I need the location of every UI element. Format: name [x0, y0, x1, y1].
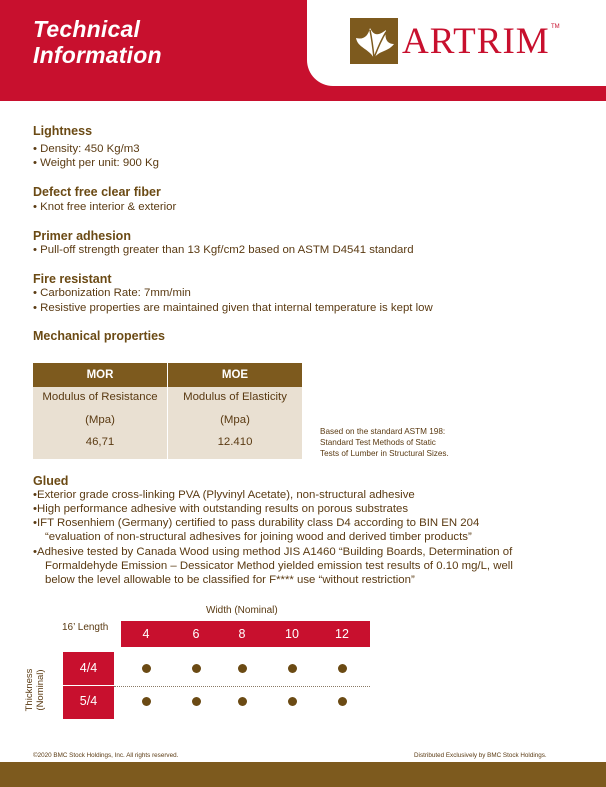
list-item-continuation: Formaldehyde Emission – Dessicator Method yielded emission test results of 0.10 mg/L, well	[45, 560, 513, 572]
list-item: • Density: 450 Kg/m3	[33, 143, 140, 155]
table-cell-text: (Mpa)	[220, 414, 250, 426]
footer-bar	[0, 762, 606, 787]
thickness-label-line1: Thickness	[24, 668, 35, 712]
footnote-line: Based on the standard ASTM 198:	[320, 427, 446, 436]
footer-distributed: Distributed Exclusively by BMC Stock Holdings.	[414, 752, 547, 759]
table-cell-value: 46,71	[85, 436, 115, 448]
table-cell-text: Modulus of Elasticity	[183, 391, 287, 403]
length-label: 16’ Length	[62, 622, 109, 633]
brand-logo-text: ARTRIM	[402, 21, 550, 62]
footnote-line: Standard Test Methods of Static	[320, 438, 436, 447]
table-header-moe: MOE	[168, 363, 302, 387]
page-title-line2: Information	[33, 42, 162, 68]
thickness-axis-label	[18, 662, 58, 718]
list-item: •High performance adhesive with outstanding results on porous substrates	[33, 503, 409, 515]
availability-dot	[238, 697, 247, 706]
list-item: •Adhesive tested by Canada Wood using method JIS A1460 “Building Boards, Determination of	[33, 546, 513, 558]
section-title-glued: Glued	[33, 474, 69, 488]
section-title-lightness: Lightness	[33, 124, 93, 138]
width-value: 12	[335, 627, 349, 641]
footnote-line: Tests of Lumber in Structural Sizes.	[320, 449, 449, 458]
list-item: •Exterior grade cross-linking PVA (Plyvinyl Acetate), non-structural adhesive	[33, 489, 415, 501]
section-title-fire: Fire resistant	[33, 272, 112, 286]
table-footnote	[320, 426, 449, 459]
list-item: • Weight per unit: 900 Kg	[33, 157, 159, 169]
availability-dot	[338, 664, 347, 673]
availability-dot	[288, 697, 297, 706]
thickness-divider	[63, 685, 114, 686]
thickness-value: 5/4	[79, 694, 98, 708]
section-title-mechanical: Mechanical properties	[33, 329, 165, 343]
page-title	[33, 16, 162, 68]
page-title-line1: Technical	[33, 16, 141, 42]
list-item: • Resistive properties are maintained given that internal temperature is kept low	[33, 302, 433, 314]
availability-dot	[142, 697, 151, 706]
artrim-leaf-logo-icon	[350, 18, 398, 64]
table-header-mor: MOR	[33, 363, 167, 387]
trademark-mark: TM	[551, 24, 560, 30]
list-item-continuation: below the level allowable to be classified for F**** use “without restriction”	[45, 574, 415, 586]
availability-dot	[192, 697, 201, 706]
availability-dot	[288, 664, 297, 673]
availability-dot	[238, 664, 247, 673]
width-value: 10	[285, 627, 299, 641]
thickness-label-line2: (Nominal)	[35, 669, 46, 711]
width-value: 6	[192, 627, 200, 641]
availability-dot	[192, 664, 201, 673]
table-cell-text: Modulus of Resistance	[42, 391, 158, 403]
width-value: 8	[238, 627, 246, 641]
list-item: • Carbonization Rate: 7mm/min	[33, 287, 191, 299]
grid-row-divider	[114, 686, 370, 687]
width-axis-label: Width (Nominal)	[206, 605, 278, 616]
footer-copyright: ©2020 BMC Stock Holdings, Inc. All rights reserved.	[33, 752, 179, 759]
thickness-value: 4/4	[79, 661, 98, 675]
list-item: •IFT Rosenhiem (Germany) certified to pass durability class D4 according to BIN EN 204	[33, 517, 480, 529]
list-item: • Pull-off strength greater than 13 Kgf/cm2 based on ASTM D4541 standard	[33, 244, 414, 256]
section-title-primer: Primer adhesion	[33, 229, 131, 243]
table-cell-value: 12.410	[217, 436, 253, 448]
table-cell-text: (Mpa)	[85, 414, 115, 426]
list-item-continuation: “evaluation of non-structural adhesives for joining wood and derived timber products”	[45, 531, 472, 543]
section-title-defect-free: Defect free clear fiber	[33, 185, 161, 199]
availability-dot	[142, 664, 151, 673]
list-item: • Knot free interior & exterior	[33, 201, 177, 213]
availability-dot	[338, 697, 347, 706]
width-value: 4	[142, 627, 150, 641]
